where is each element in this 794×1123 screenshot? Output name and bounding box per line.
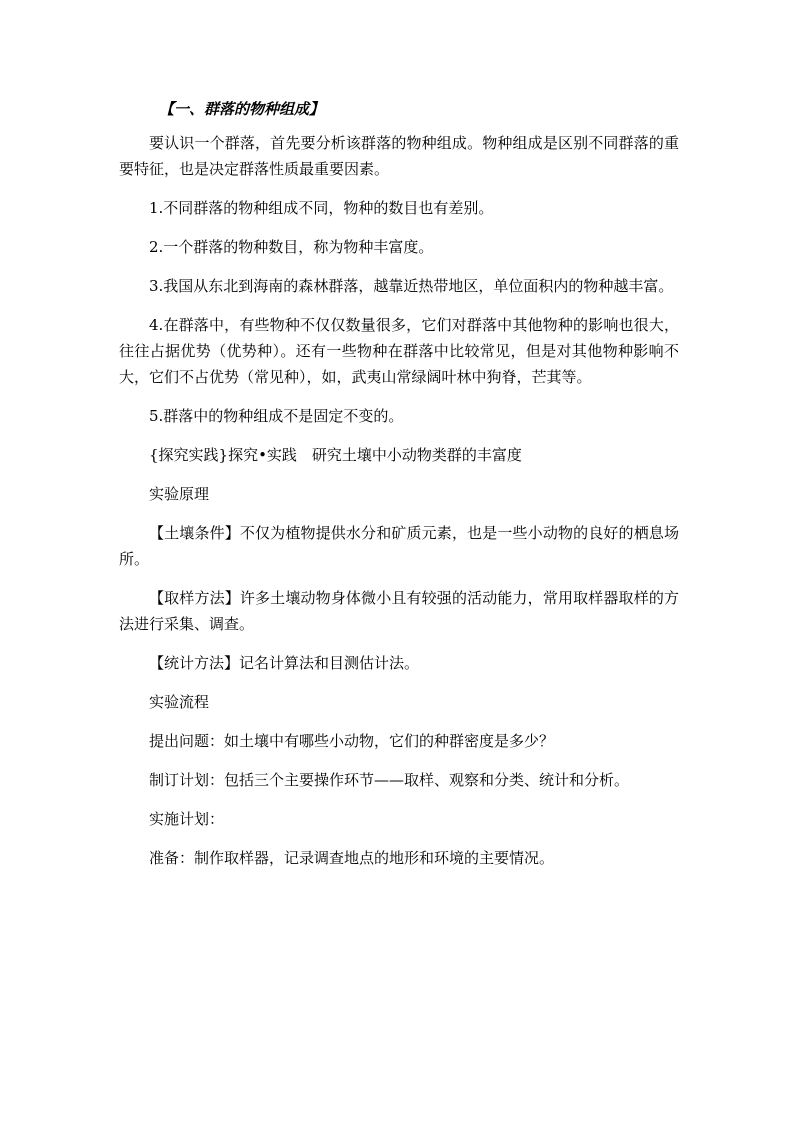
question-paragraph: 提出问题：如土壤中有哪些小动物，它们的种群密度是多少？ <box>149 732 555 750</box>
point-5: 5.群落中的物种组成不是固定不变的。 <box>149 407 404 425</box>
sampling-method-paragraph <box>119 585 679 637</box>
statistics-method-text: 记名计算法和目测估计法。 <box>239 654 420 672</box>
plan-paragraph: 制订计划：包括三个主要操作环节——取样、观察和分类、统计和分析。 <box>149 771 630 789</box>
process-heading: 实验流程 <box>149 693 210 711</box>
soil-condition-text: 不仅为植物提供水分和矿质元素，也是一些小动物的良好的栖息场所。 <box>119 524 679 568</box>
intro-paragraph: 要认识一个群落，首先要分析该群落的物种组成。物种组成是区别不同群落的重要特征，也是决定群落性质最重要因素。 <box>119 134 679 178</box>
point-3: 3.我国从东北到海南的森林群落，越靠近热带地区，单位面积内的物种越丰富。 <box>149 277 674 295</box>
soil-condition-label: 【土壤条件】 <box>149 524 240 542</box>
point-4: 4.在群落中，有些物种不仅仅数量很多，它们对群落中其他物种的影响也很大，往往占据优势（优势种）。还有一些物种在群落中比较常见，但是对其他物种影响不大，它们不占优势（常见种），如，武夷山常绿阔叶林中狗脊，芒萁等。 <box>119 316 679 386</box>
principle-heading: 实验原理 <box>149 485 210 503</box>
practice-title: {探究实践}探究•实践 研究土壤中小动物类群的丰富度 <box>149 446 522 464</box>
point-2: 2.一个群落的物种数目，称为物种丰富度。 <box>149 238 434 256</box>
sampling-method-text: 许多土壤动物身体微小且有较强的活动能力，常用取样器取样的方法进行采集、调查。 <box>119 589 679 633</box>
section-title: 【一、群落的物种组成】 <box>159 100 325 118</box>
sampling-method-label: 【取样方法】 <box>149 589 240 607</box>
document-page <box>119 96 679 884</box>
statistics-method-label: 【统计方法】 <box>149 654 240 672</box>
point-1: 1.不同群落的物种组成不同，物种的数目也有差别。 <box>149 199 494 217</box>
implement-paragraph: 实施计划： <box>149 810 225 828</box>
statistics-method-paragraph <box>119 650 679 676</box>
prepare-paragraph: 准备：制作取样器，记录调查地点的地形和环境的主要情况。 <box>149 849 555 867</box>
soil-condition-paragraph <box>119 520 679 572</box>
